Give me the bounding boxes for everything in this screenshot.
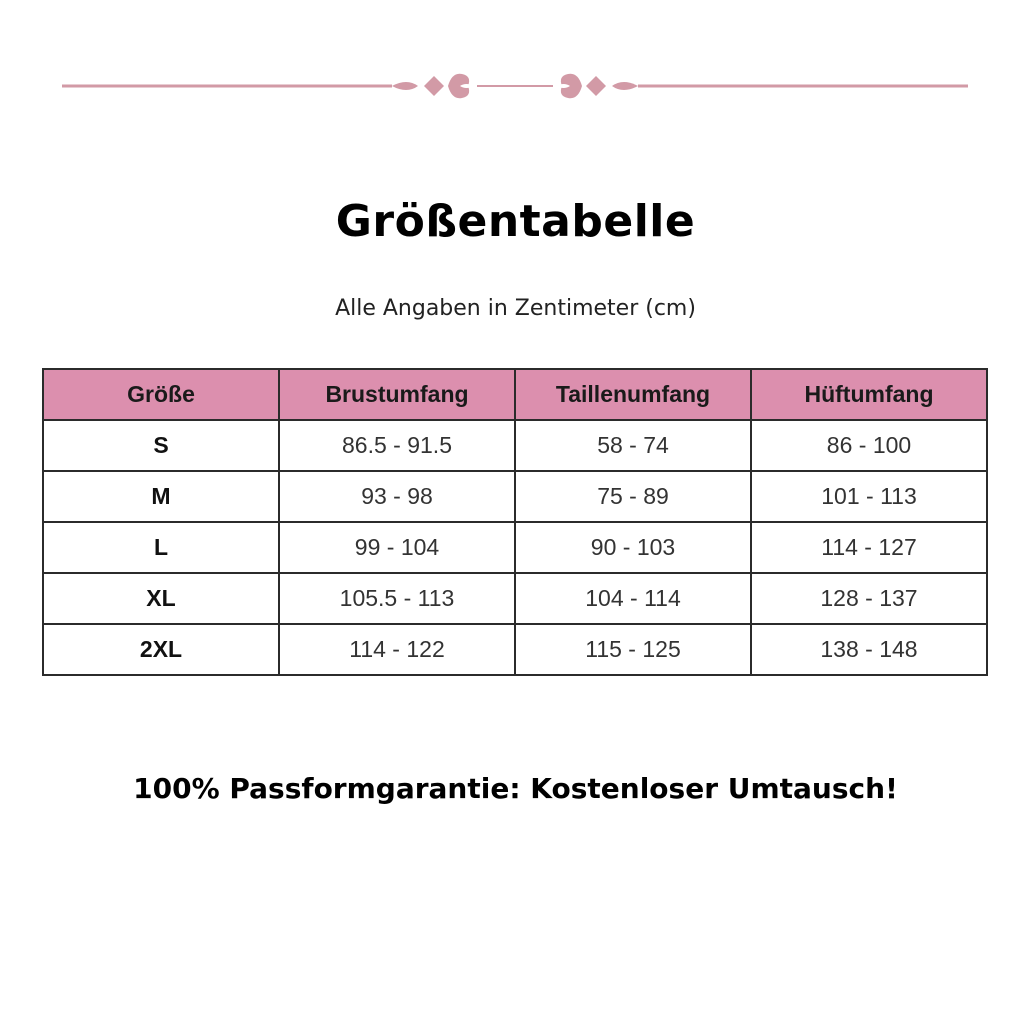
waist-cell: 58 - 74	[515, 420, 751, 471]
waist-cell: 75 - 89	[515, 471, 751, 522]
page-title: Größentabelle	[335, 196, 696, 247]
size-cell: XL	[43, 573, 279, 624]
size-cell: 2XL	[43, 624, 279, 675]
waist-cell: 90 - 103	[515, 522, 751, 573]
table-header-row	[43, 369, 987, 420]
chest-cell: 99 - 104	[279, 522, 515, 573]
table-row	[43, 420, 987, 471]
hip-cell: 138 - 148	[751, 624, 987, 675]
size-cell: S	[43, 420, 279, 471]
size-cell: L	[43, 522, 279, 573]
size-table	[42, 368, 988, 676]
hip-cell: 128 - 137	[751, 573, 987, 624]
hip-cell: 101 - 113	[751, 471, 987, 522]
table-row	[43, 471, 987, 522]
hip-cell: 114 - 127	[751, 522, 987, 573]
header-size: Größe	[43, 369, 279, 420]
chest-cell: 93 - 98	[279, 471, 515, 522]
table-row	[43, 522, 987, 573]
chest-cell: 86.5 - 91.5	[279, 420, 515, 471]
header-hip: Hüftumfang	[751, 369, 987, 420]
page-subtitle: Alle Angaben in Zentimeter (cm)	[335, 296, 696, 321]
hip-cell: 86 - 100	[751, 420, 987, 471]
table-row	[43, 624, 987, 675]
waist-cell: 115 - 125	[515, 624, 751, 675]
chest-cell: 114 - 122	[279, 624, 515, 675]
size-cell: M	[43, 471, 279, 522]
header-waist: Taillenumfang	[515, 369, 751, 420]
table-row	[43, 573, 987, 624]
header-chest: Brustumfang	[279, 369, 515, 420]
guarantee-note: 100% Passformgarantie: Kostenloser Umtausch!	[133, 772, 898, 805]
chest-cell: 105.5 - 113	[279, 573, 515, 624]
waist-cell: 104 - 114	[515, 573, 751, 624]
ornament-divider-icon	[62, 66, 968, 106]
